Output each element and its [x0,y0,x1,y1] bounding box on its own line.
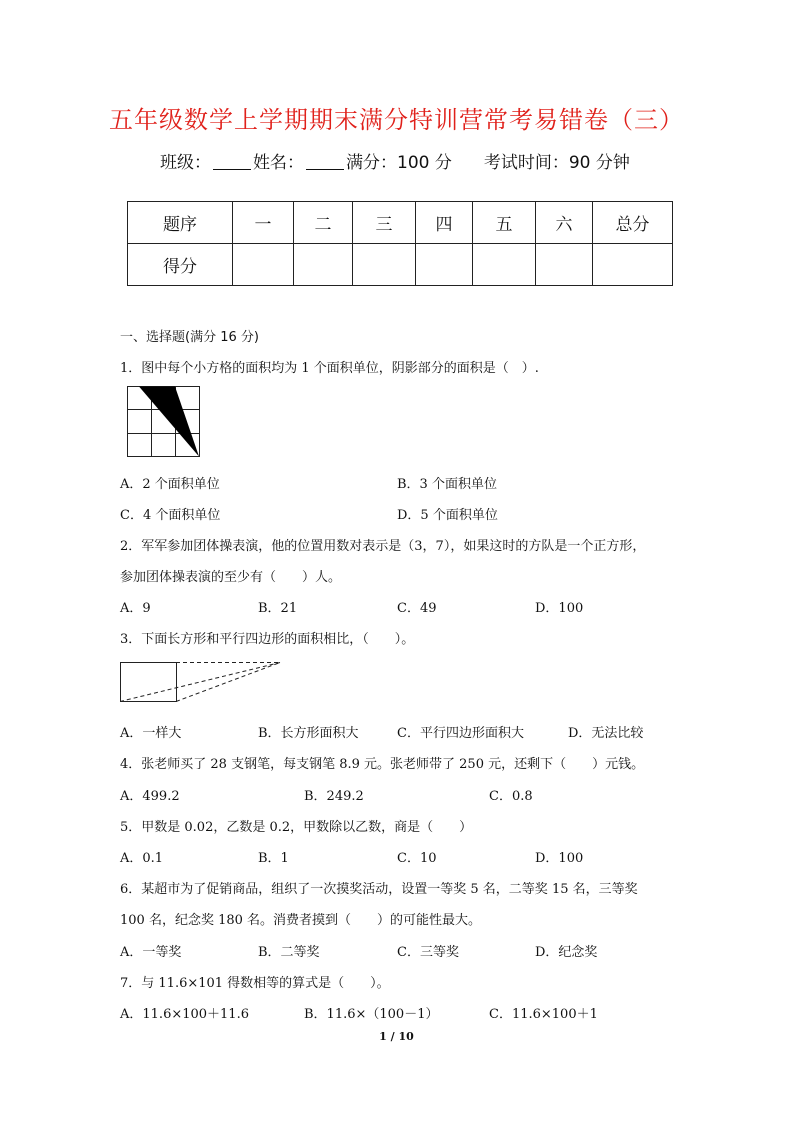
header-cell: 四 [416,202,473,244]
q3-rectangle-parallelogram-figure [120,660,282,704]
section-heading: 一、选择题(满分 16 分) [120,330,259,345]
score-cell[interactable] [536,244,593,286]
q1-option-c[interactable]: C．4 个面积单位 [120,508,221,523]
score-cell[interactable] [353,244,416,286]
question-6-stem-line1: 6．某超市为了促销商品，组织了一次摸奖活动，设置一等奖 5 名，二等奖 15 名，三等奖 [120,882,638,897]
q6-option-b[interactable]: B．二等奖 [258,945,320,960]
name-label: 姓名： [253,153,304,173]
shaded-triangle [139,387,199,457]
question-5-stem: 5．甲数是 0.02，乙数是 0.2，甲数除以乙数，商是（ ） [120,820,473,835]
q5-option-a[interactable]: A．0.1 [120,851,164,866]
question-3-stem: 3．下面长方形和平行四边形的面积相比，（ ）。 [120,632,415,647]
score-cell[interactable] [294,244,353,286]
q4-option-c[interactable]: C．0.8 [489,789,533,804]
q2-option-c[interactable]: C．49 [397,601,437,616]
page-number: 1 / 10 [379,1030,414,1043]
question-2-stem-line1: 2．军军参加团体操表演，他的位置用数对表示是（3，7），如果这时的方队是一个正方形， [120,539,646,554]
q3-option-d[interactable]: D．无法比较 [568,726,644,741]
q6-option-a[interactable]: A．一等奖 [120,945,182,960]
exam-time: 考试时间：90 分钟 [483,153,630,173]
q3-option-b[interactable]: B．长方形面积大 [258,726,359,741]
exam-info-line [160,148,630,173]
score-row-label: 得分 [128,244,233,286]
score-cell[interactable] [593,244,673,286]
q4-option-b[interactable]: B．249.2 [304,789,364,804]
q5-option-d[interactable]: D．100 [535,851,584,866]
q5-option-b[interactable]: B．1 [258,851,289,866]
q2-option-a[interactable]: A．9 [120,601,151,616]
header-cell: 三 [353,202,416,244]
q1-grid-figure [127,386,201,458]
q1-option-d[interactable]: D．5 个面积单位 [397,508,498,523]
q4-option-a[interactable]: A．499.2 [120,789,180,804]
header-cell: 五 [473,202,536,244]
score-table-score-row [128,244,673,286]
name-blank[interactable] [306,153,344,170]
q1-option-a[interactable]: A．2 个面积单位 [120,477,220,492]
header-cell: 六 [536,202,593,244]
question-6-stem-line2: 100 名，纪念奖 180 名。消费者摸到（ ）的可能性最大。 [120,913,482,928]
header-cell: 题序 [128,202,233,244]
question-4-stem: 4．张老师买了 28 支钢笔，每支钢笔 8.9 元。张老师带了 250 元，还剩下（ ）元钱。 [120,757,645,772]
full-score: 满分：100 分 [346,153,452,173]
class-blank[interactable] [213,153,251,170]
exam-title: 五年级数学上学期期末满分特训营常考易错卷（三） [109,106,684,134]
question-2-stem-line2: 参加团体操表演的至少有（ ）人。 [120,570,342,585]
q3-option-a[interactable]: A．一样大 [120,726,182,741]
q3-option-c[interactable]: C．平行四边形面积大 [397,726,524,741]
header-cell: 一 [233,202,294,244]
q7-option-c[interactable]: C．11.6×100＋1 [489,1007,598,1022]
header-cell: 二 [294,202,353,244]
q6-option-c[interactable]: C．三等奖 [397,945,459,960]
q2-option-d[interactable]: D．100 [535,601,584,616]
score-cell[interactable] [233,244,294,286]
q1-option-b[interactable]: B．3 个面积单位 [397,477,497,492]
score-cell[interactable] [416,244,473,286]
class-label: 班级： [160,153,211,173]
score-table [127,201,673,286]
q2-option-b[interactable]: B．21 [258,601,298,616]
q7-option-b[interactable]: B．11.6×（100－1） [304,1007,439,1022]
q5-option-c[interactable]: C．10 [397,851,437,866]
score-table-header-row [128,202,673,244]
score-cell[interactable] [473,244,536,286]
question-1-stem: 1．图中每个小方格的面积均为 1 个面积单位，阴影部分的面积是（ ）. [120,361,539,376]
q6-option-d[interactable]: D．纪念奖 [535,945,598,960]
q7-option-a[interactable]: A．11.6×100＋11.6 [120,1007,249,1022]
question-7-stem: 7．与 11.6×101 得数相等的算式是（ ）。 [120,976,390,991]
header-cell: 总分 [593,202,673,244]
